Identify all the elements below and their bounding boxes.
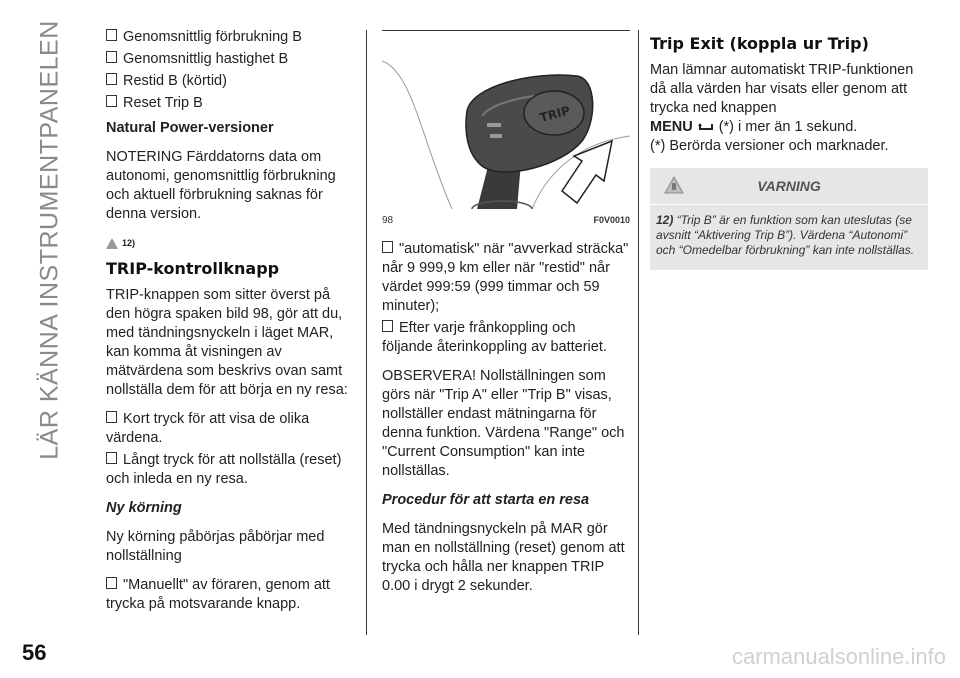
warning-label: VARNING [757, 177, 821, 194]
bullet-item: "automatisk" när "avverkad sträcka" når 9 999,9 km eller när "restid" når värdet 999:59 (999 timmar och 59 minuter); [382, 241, 629, 314]
bullet-item: Restid B (körtid) [106, 72, 358, 91]
trip-lever-illustration [382, 31, 630, 209]
warning-box [650, 168, 928, 270]
bullet-item: Långt tryck för att nollställa (reset) och inleda en ny resa. [106, 452, 342, 487]
menu-button-label: MENU [650, 119, 693, 135]
bullet-item: Kort tryck för att visa de olika värdena. [106, 411, 310, 446]
checkbox-bullet-icon [106, 452, 117, 464]
figure-number: 98 [382, 215, 394, 226]
note-reference[interactable]: 12) [106, 234, 358, 253]
procedur-heading: Procedur för att starta en resa [382, 492, 590, 508]
observera-paragraph: OBSERVERA! Nollställningen som görs när "Trip A" eller "Trip B" visas, nollställer endast mätningarna för denna funktion. Värdena "Range" och "Current Consumption" kan inte nollställas. [382, 368, 625, 479]
warning-text: “Trip B” är en funktion som kan uteslutas (se avsnitt “Aktivering Trip B”). Värdena “Autonomi” och “Omedelbar förbrukning” kan inte nollställas. [656, 213, 915, 257]
bullet-item: "Manuellt" av föraren, genom att trycka på motsvarande knapp. [106, 577, 330, 612]
sidebar-chapter-title-text: LÄR KÄNNA INSTRUMENTPANELEN [35, 20, 64, 460]
page-number: 56 [22, 640, 47, 665]
watermark: carmanualsonline.info [731, 644, 946, 669]
checkbox-bullet-icon [106, 51, 117, 63]
notering-paragraph: NOTERING Färddatorns data om autonomi, genomsnittlig förbrukning och aktuell förbrukning saknas för denna version. [106, 149, 336, 222]
bullet-item: Reset Trip B [106, 94, 358, 113]
column-divider [638, 30, 639, 635]
column-right [650, 30, 928, 270]
warning-header [650, 168, 928, 205]
checkbox-bullet-icon [106, 73, 117, 85]
bullet-item: Genomsnittlig förbrukning B [106, 28, 358, 47]
trip-button-heading: TRIP-kontrollknapp [106, 259, 280, 278]
warning-hand-icon [664, 176, 684, 194]
checkbox-bullet-icon [106, 29, 117, 41]
figure-caption [382, 211, 630, 230]
procedur-text: Med tändningsnyckeln på MAR gör man en nollställning (reset) genom att trycka och hålla ner knappen TRIP 0.00 i drygt 2 sekunder. [382, 521, 625, 594]
menu-instruction [650, 118, 928, 137]
warning-body [650, 205, 928, 270]
warning-triangle-icon [106, 238, 118, 249]
menu-return-arrow-icon [697, 122, 715, 134]
checkbox-bullet-icon [382, 241, 393, 253]
trip-exit-text: Man lämnar automatiskt TRIP-funktionen då alla värden har visats eller genom att trycka ned knappen [650, 62, 914, 116]
ny-korning-heading: Ny körning [106, 500, 182, 516]
trip-description: TRIP-knappen som sitter överst på den högra spaken bild 98, gör att du, med tändningsnyckeln i läget MAR, kan komma åt visningen av mätvärdena som beskrivs ovan samt nollställa dem för att börja en ny resa: [106, 287, 348, 398]
warning-ref: 12) [656, 213, 674, 227]
natural-power-heading: Natural Power-versioner [106, 120, 274, 136]
checkbox-bullet-icon [106, 411, 117, 423]
column-middle [382, 30, 630, 606]
figure-trip-label: TRIP [538, 103, 572, 125]
column-divider [366, 30, 367, 635]
bullet-item: Efter varje frånkoppling och följande återinkoppling av batteriet. [382, 320, 607, 355]
column-left [106, 28, 358, 617]
figure-trip-lever [382, 30, 630, 209]
figure-code: F0V0010 [593, 215, 630, 225]
checkbox-bullet-icon [106, 577, 117, 589]
checkbox-bullet-icon [382, 320, 393, 332]
checkbox-bullet-icon [106, 95, 117, 107]
ny-korning-text: Ny körning påbörjas påbörjar med nollställning [106, 529, 325, 564]
menu-suffix: (*) i mer än 1 sekund. [718, 119, 858, 135]
trip-exit-heading: Trip Exit (koppla ur Trip) [650, 34, 869, 53]
bullet-item: Genomsnittlig hastighet B [106, 50, 358, 69]
sidebar-chapter-title [30, 20, 70, 460]
footnote: (*) Berörda versioner och marknader. [650, 138, 889, 154]
